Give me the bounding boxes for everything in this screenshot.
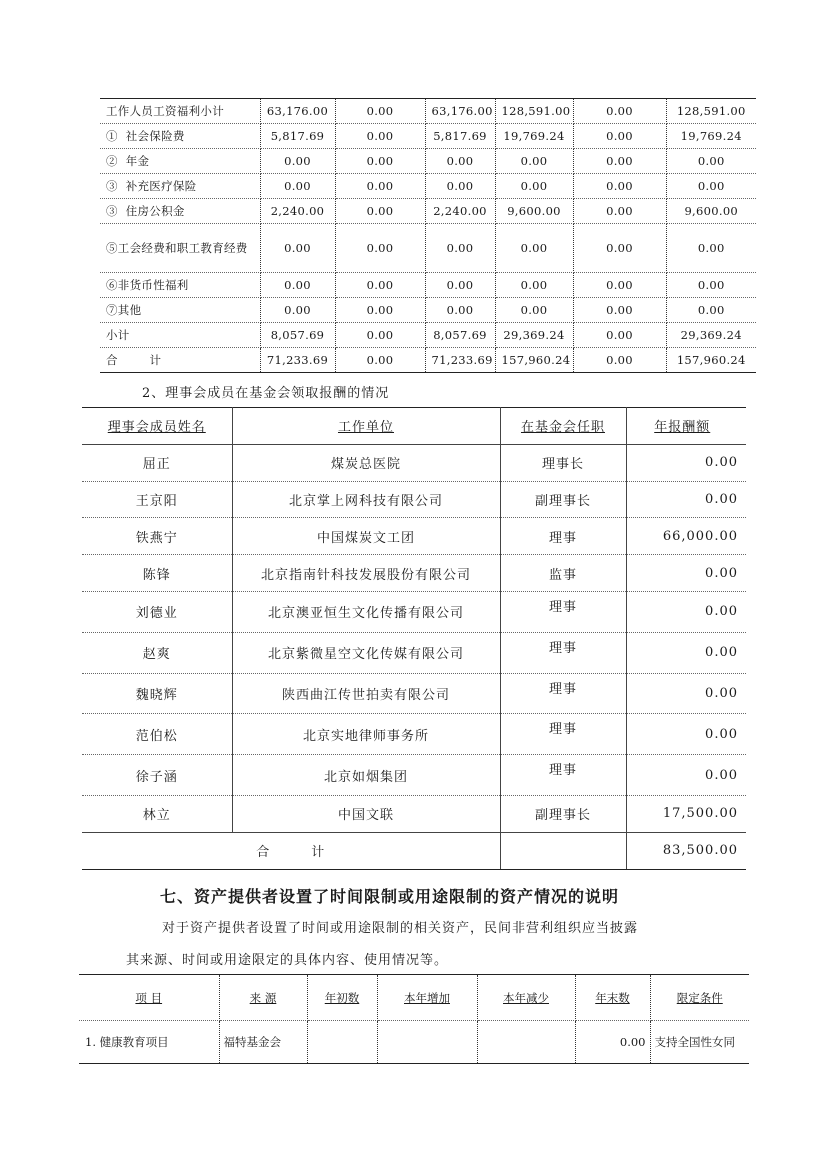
amount-cell: 0.00 [335, 124, 425, 149]
section-7-paragraph-line-2: 其来源、时间或用途限定的具体内容、使用情况等。 [126, 953, 449, 968]
amount-cell: 63,176.00 [260, 99, 335, 124]
table-header-row [79, 975, 749, 1021]
amount-cell: 0.00 [425, 273, 495, 298]
table-row [100, 273, 756, 298]
table-header-row [82, 408, 746, 445]
table-row [100, 99, 756, 124]
amount-cell: 0.00 [495, 273, 573, 298]
amount-cell: 2,240.00 [425, 199, 495, 224]
row-label: ⑥非货币性福利 [100, 273, 260, 298]
member-pay: 66,000.00 [626, 518, 746, 555]
table-row [82, 444, 746, 481]
expense-detail-table [100, 98, 756, 373]
col-header-end: 年末数 [575, 975, 650, 1021]
amount-cell: 0.00 [573, 174, 666, 199]
amount-cell: 0.00 [335, 224, 425, 273]
row-label: ⑦其他 [100, 298, 260, 323]
member-pay: 0.00 [626, 632, 746, 673]
member-pay: 0.00 [626, 714, 746, 755]
member-name: 徐子涵 [82, 755, 232, 796]
member-pay: 0.00 [626, 591, 746, 632]
row-label: ① 社会保险费 [100, 124, 260, 149]
amount-cell: 0.00 [573, 124, 666, 149]
amount-cell: 0.00 [573, 273, 666, 298]
board-remuneration-table [82, 407, 746, 870]
table-row [82, 518, 746, 555]
amount-cell: 0.00 [573, 323, 666, 348]
amount-cell: 0.00 [495, 224, 573, 273]
amount-cell: 9,600.00 [666, 199, 756, 224]
member-role: 理事 [500, 673, 626, 714]
amount-cell: 0.00 [260, 224, 335, 273]
member-pay: 0.00 [626, 481, 746, 518]
total-label: 合 计 [82, 832, 500, 869]
table-row [82, 632, 746, 673]
amount-cell: 0.00 [425, 298, 495, 323]
row-label: ⑤工会经费和职工教育经费 [100, 224, 260, 273]
member-role: 理事 [500, 518, 626, 555]
col-header-unit: 工作单位 [232, 408, 500, 445]
cell-decrease [477, 1021, 575, 1064]
amount-cell: 128,591.00 [666, 99, 756, 124]
row-label: 小计 [100, 323, 260, 348]
restricted-assets-table [79, 974, 749, 1064]
row-label: ③ 补充医疗保险 [100, 174, 260, 199]
col-header-decrease: 本年减少 [477, 975, 575, 1021]
amount-cell: 2,240.00 [260, 199, 335, 224]
member-role: 理事 [500, 632, 626, 673]
section-7-paragraph-line-1: 对于资产提供者设置了时间或用途限制的相关资产，民间非营利组织应当披露 [162, 921, 639, 936]
amount-cell: 71,233.69 [260, 348, 335, 373]
member-pay: 17,500.00 [626, 795, 746, 832]
amount-cell: 0.00 [425, 224, 495, 273]
section-2-title: 2、理事会成员在基金会领取报酬的情况 [142, 386, 390, 401]
col-header-source: 来 源 [219, 975, 307, 1021]
table-row [82, 673, 746, 714]
total-row [82, 832, 746, 869]
member-name: 屈正 [82, 444, 232, 481]
amount-cell: 0.00 [495, 174, 573, 199]
member-pay: 0.00 [626, 555, 746, 592]
member-unit: 中国文联 [232, 795, 500, 832]
amount-cell: 0.00 [335, 149, 425, 174]
amount-cell: 0.00 [666, 149, 756, 174]
member-pay: 0.00 [626, 755, 746, 796]
amount-cell: 71,233.69 [425, 348, 495, 373]
amount-cell: 29,369.24 [495, 323, 573, 348]
member-unit: 北京紫微星空文化传媒有限公司 [232, 632, 500, 673]
amount-cell: 0.00 [335, 323, 425, 348]
col-header-role: 在基金会任职 [500, 408, 626, 445]
member-unit: 中国煤炭文工团 [232, 518, 500, 555]
amount-cell: 19,769.24 [495, 124, 573, 149]
table-row [100, 348, 756, 373]
col-header-pay: 年报酬额 [626, 408, 746, 445]
member-role: 理事 [500, 591, 626, 632]
member-name: 林立 [82, 795, 232, 832]
amount-cell: 157,960.24 [495, 348, 573, 373]
amount-cell: 0.00 [495, 298, 573, 323]
member-unit: 北京澳亚恒生文化传播有限公司 [232, 591, 500, 632]
row-label: 工作人员工资福利小计 [100, 99, 260, 124]
member-name: 魏晓辉 [82, 673, 232, 714]
member-name: 赵爽 [82, 632, 232, 673]
row-label: ③ 住房公积金 [100, 199, 260, 224]
amount-cell: 0.00 [335, 99, 425, 124]
amount-cell: 0.00 [260, 149, 335, 174]
amount-cell: 0.00 [335, 298, 425, 323]
table-row [79, 1021, 749, 1064]
amount-cell: 0.00 [573, 348, 666, 373]
table-row [82, 795, 746, 832]
amount-cell: 0.00 [495, 149, 573, 174]
table-row [100, 124, 756, 149]
table-row [100, 174, 756, 199]
col-header-begin: 年初数 [307, 975, 377, 1021]
amount-cell: 9,600.00 [495, 199, 573, 224]
amount-cell: 0.00 [666, 298, 756, 323]
table-row [100, 323, 756, 348]
table-row [82, 755, 746, 796]
amount-cell: 0.00 [666, 273, 756, 298]
amount-cell: 63,176.00 [425, 99, 495, 124]
amount-cell: 0.00 [335, 174, 425, 199]
amount-cell: 128,591.00 [495, 99, 573, 124]
amount-cell: 19,769.24 [666, 124, 756, 149]
cell-item: 1. 健康教育项目 [79, 1021, 219, 1064]
table-row [100, 149, 756, 174]
table-row [100, 224, 756, 273]
member-role: 理事 [500, 755, 626, 796]
amount-cell: 0.00 [573, 149, 666, 174]
member-name: 铁燕宁 [82, 518, 232, 555]
section-7-heading: 七、资产提供者设置了时间限制或用途限制的资产情况的说明 [160, 887, 620, 906]
amount-cell: 0.00 [260, 273, 335, 298]
cell-begin [307, 1021, 377, 1064]
cell-end: 0.00 [575, 1021, 650, 1064]
table-row [82, 555, 746, 592]
table-row [82, 714, 746, 755]
amount-cell: 157,960.24 [666, 348, 756, 373]
row-label: ② 年金 [100, 149, 260, 174]
amount-cell: 0.00 [573, 224, 666, 273]
member-name: 王京阳 [82, 481, 232, 518]
member-name: 陈锋 [82, 555, 232, 592]
member-unit: 陕西曲江传世拍卖有限公司 [232, 673, 500, 714]
col-header-item: 项 目 [79, 975, 219, 1021]
amount-cell: 0.00 [573, 199, 666, 224]
member-unit: 北京掌上网科技有限公司 [232, 481, 500, 518]
table-row [100, 298, 756, 323]
total-value: 83,500.00 [626, 832, 746, 869]
member-unit: 北京指南针科技发展股份有限公司 [232, 555, 500, 592]
amount-cell: 5,817.69 [425, 124, 495, 149]
col-header-condition: 限定条件 [650, 975, 749, 1021]
member-role: 理事长 [500, 444, 626, 481]
col-header-increase: 本年增加 [377, 975, 477, 1021]
member-role: 监事 [500, 555, 626, 592]
table-row [82, 591, 746, 632]
member-pay: 0.00 [626, 444, 746, 481]
amount-cell: 8,057.69 [425, 323, 495, 348]
amount-cell: 0.00 [666, 224, 756, 273]
amount-cell: 0.00 [335, 273, 425, 298]
amount-cell: 29,369.24 [666, 323, 756, 348]
amount-cell: 0.00 [573, 298, 666, 323]
col-header-name: 理事会成员姓名 [82, 408, 232, 445]
member-role: 副理事长 [500, 795, 626, 832]
member-unit: 煤炭总医院 [232, 444, 500, 481]
member-name: 刘德业 [82, 591, 232, 632]
amount-cell: 0.00 [335, 348, 425, 373]
member-pay: 0.00 [626, 673, 746, 714]
amount-cell: 0.00 [260, 298, 335, 323]
amount-cell: 0.00 [666, 174, 756, 199]
total-blank-cell [500, 832, 626, 869]
amount-cell: 0.00 [425, 149, 495, 174]
member-name: 范伯松 [82, 714, 232, 755]
row-label: 合 计 [100, 348, 260, 373]
amount-cell: 0.00 [573, 99, 666, 124]
member-role: 副理事长 [500, 481, 626, 518]
member-unit: 北京如烟集团 [232, 755, 500, 796]
cell-source: 福特基金会 [219, 1021, 307, 1064]
amount-cell: 5,817.69 [260, 124, 335, 149]
table-row [82, 481, 746, 518]
cell-condition: 支持全国性女同 [650, 1021, 749, 1064]
amount-cell: 0.00 [260, 174, 335, 199]
cell-increase [377, 1021, 477, 1064]
member-role: 理事 [500, 714, 626, 755]
amount-cell: 0.00 [425, 174, 495, 199]
amount-cell: 0.00 [335, 199, 425, 224]
member-unit: 北京实地律师事务所 [232, 714, 500, 755]
table-row [100, 199, 756, 224]
amount-cell: 8,057.69 [260, 323, 335, 348]
